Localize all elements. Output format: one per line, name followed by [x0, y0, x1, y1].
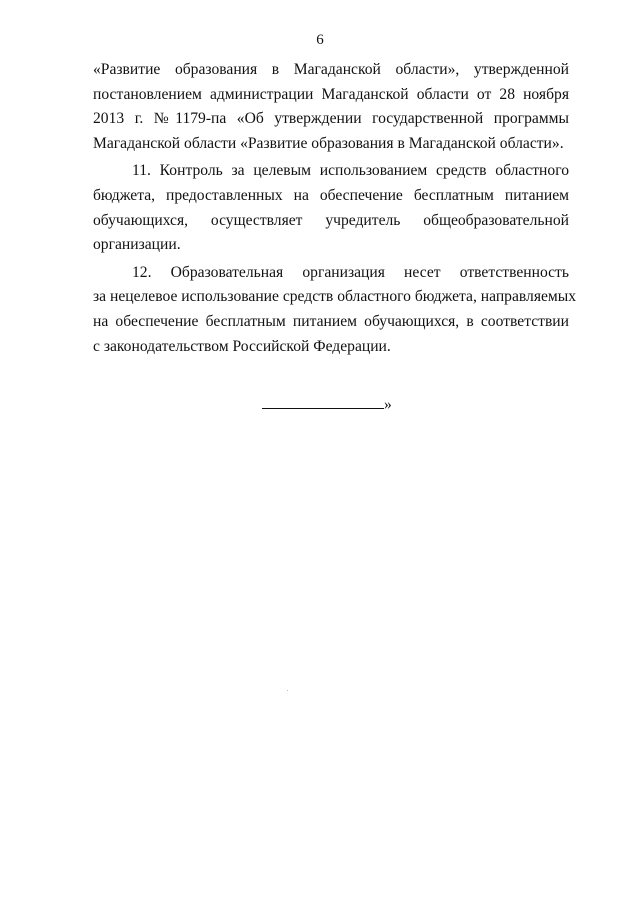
- text-line: 11. Контроль за целевым использованием средств областного: [132, 162, 569, 180]
- closing-line: [262, 393, 392, 417]
- scan-speck: [287, 690, 288, 691]
- text-line: за нецелевое использование средств областного бюджета, направляемых: [93, 288, 577, 306]
- paragraph-item-11: [93, 159, 569, 257]
- text-line: «Развитие образования в Магаданской области», утвержденной: [93, 61, 569, 78]
- paragraph-continuation: [93, 58, 569, 156]
- text-line: обучающихся, осуществляет учредитель общеобразовательной: [93, 211, 569, 229]
- text-line: с законодательством Российской Федерации.: [93, 337, 391, 355]
- text-line: 2013 г. №1179-па «Об утверждении государственной программы: [93, 110, 569, 128]
- paragraph-item-12: [93, 261, 577, 359]
- closing-quote: »: [384, 396, 392, 413]
- text-line: бюджета, предоставленных на обеспечение бесплатным питанием: [93, 186, 569, 204]
- document-body: [93, 58, 577, 359]
- text-line: организации.: [93, 236, 181, 254]
- text-line: постановлением администрации Магаданской области от 28 ноября: [93, 85, 569, 103]
- signature-rule: [262, 393, 384, 409]
- text-line: Магаданской области «Развитие образования в Магаданской области».: [93, 134, 564, 152]
- page-number: 6: [316, 32, 324, 48]
- text-line: на обеспечение бесплатным питанием обучающихся, в соответствии: [93, 312, 569, 330]
- text-line: 12. Образовательная организация несет ответственность: [132, 263, 569, 281]
